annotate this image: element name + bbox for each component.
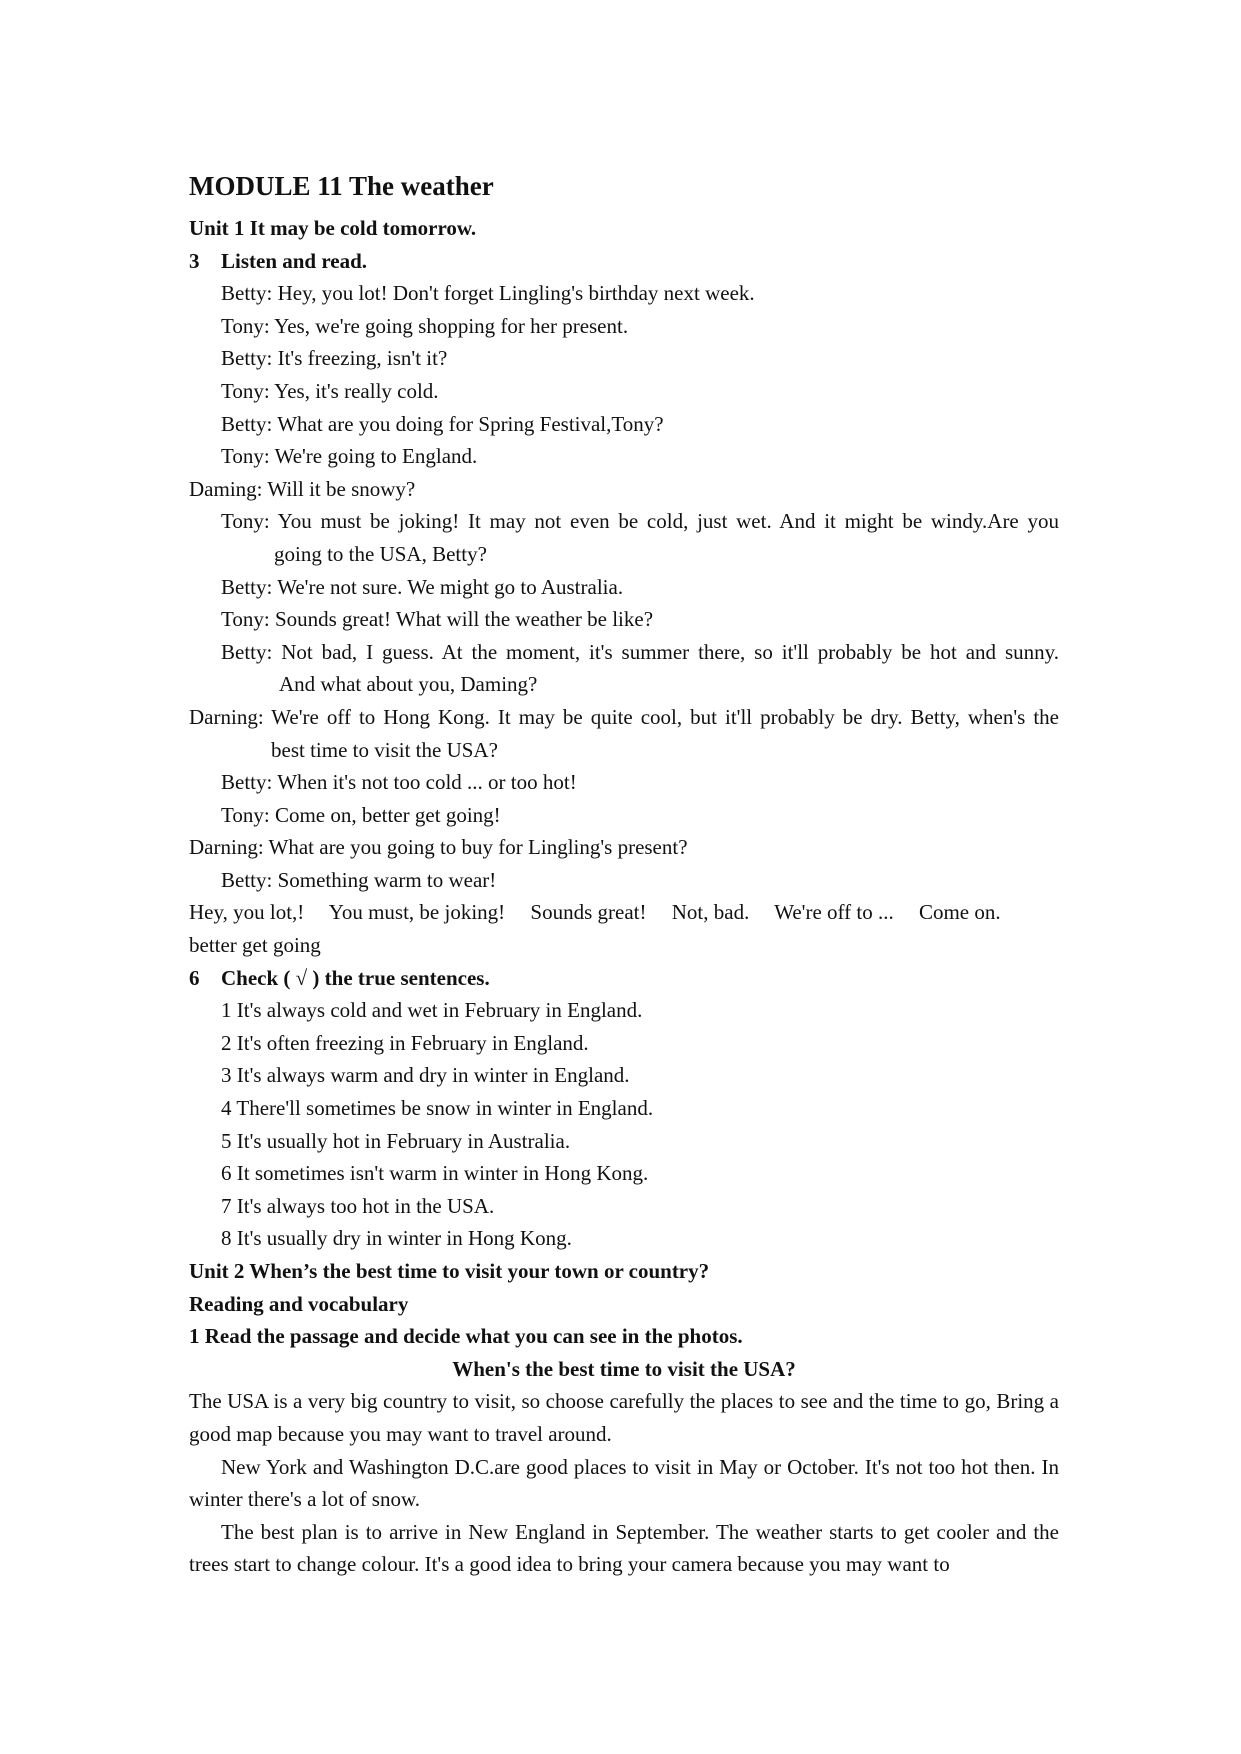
section3-number: 3 [189,248,200,273]
dialogue-continuation: And what about you, Daming? [279,672,538,697]
phrase: You must, be joking! [328,900,506,925]
check-sentence: 3 It's always warm and dry in winter in England. [221,1063,630,1088]
dialogue-line: Tony: Come on, better get going! [221,802,501,827]
document-page [189,160,1059,1581]
check-sentence: 2 It's often freezing in February in England. [221,1030,589,1055]
passage-paragraph: The best plan is to arrive in New England in September. The weather starts to get cooler and the trees start to change colour. It's a good idea to bring your camera because you may want to [189,1519,1059,1577]
passage-title: When's the best time to visit the USA? [452,1356,796,1381]
unit2-task: 1 Read the passage and decide what you can see in the photos. [189,1324,743,1349]
section6-number: 6 [189,965,200,990]
dialogue-darning-long [189,701,1059,766]
section6-heading [189,962,1059,995]
dialogue-line: Betty: Hey, you lot! Don't forget Lingling's birthday next week. [221,281,755,306]
dialogue-continuation: best time to visit the USA? [271,737,498,762]
dialogue-line: Tony: Yes, it's really cold. [221,378,439,403]
passage-paragraph: The USA is a very big country to visit, so choose carefully the places to see and the time to go, Bring a good map because you may want to travel around. [189,1389,1059,1446]
useful-phrases [189,896,1059,929]
phrase: Hey, you lot,! [189,900,305,925]
dialogue-line: Darning: We're off to Hong Kong. It may be quite cool, but it'll probably be dry. Betty, when's the [189,704,1059,729]
module-title: MODULE 11 The weather [189,171,494,201]
check-sentence: 1 It's always cold and wet in February in England. [221,998,643,1023]
dialogue-line: Tony: We're going to England. [221,444,478,469]
dialogue-line: Daming: Will it be snowy? [189,476,416,501]
dialogue-continuation: going to the USA, Betty? [274,541,487,566]
dialogue-line: Tony: Yes, we're going shopping for her present. [221,313,629,338]
phrase: Not, bad. [671,900,750,925]
phrase: better get going [189,933,321,958]
check-sentence: 6 It sometimes isn't warm in winter in Hong Kong. [221,1161,649,1186]
check-sentence: 5 It's usually hot in February in Australia. [221,1128,571,1153]
section3-heading [189,245,1059,278]
dialogue-line: Betty: What are you doing for Spring Festival,Tony? [221,411,664,436]
dialogue-line: Betty: It's freezing, isn't it? [221,346,448,371]
section6-label: Check ( √ ) the true sentences. [221,965,490,990]
phrase: Come on. [918,900,1001,925]
phrase: We're off to ... [774,900,894,925]
phrase: Sounds great! [530,900,647,925]
dialogue-line: Betty: Not bad, I guess. At the moment, it's summer there, so it'll probably be hot and sunny. [221,639,1059,664]
dialogue-tony-long [189,505,1059,570]
section3-label: Listen and read. [221,248,368,273]
dialogue-line: Tony: Sounds great! What will the weather be like? [221,607,654,632]
dialogue-line: Darning: What are you going to buy for Lingling's present? [189,835,688,860]
passage-paragraph: New York and Washington D.C.are good places to visit in May or October. It's not too hot then. In winter there's a lot of snow. [189,1454,1059,1512]
unit2-subtitle: Reading and vocabulary [189,1291,409,1316]
dialogue-line: Betty: Something warm to wear! [221,867,497,892]
check-sentence: 7 It's always too hot in the USA. [221,1193,495,1218]
dialogue-line: Tony: You must be joking! It may not even be cold, just wet. And it might be windy.Are you [221,509,1059,534]
unit2-title: Unit 2 When’s the best time to visit your town or country? [189,1259,710,1283]
check-sentence: 8 It's usually dry in winter in Hong Kong. [221,1226,572,1251]
dialogue-betty-long [189,636,1059,701]
check-sentence: 4 There'll sometimes be snow in winter in England. [221,1096,654,1121]
unit1-title: Unit 1 It may be cold tomorrow. [189,216,477,240]
dialogue-line: Betty: When it's not too cold ... or too hot! [221,770,577,795]
dialogue-line: Betty: We're not sure. We might go to Australia. [221,574,624,599]
